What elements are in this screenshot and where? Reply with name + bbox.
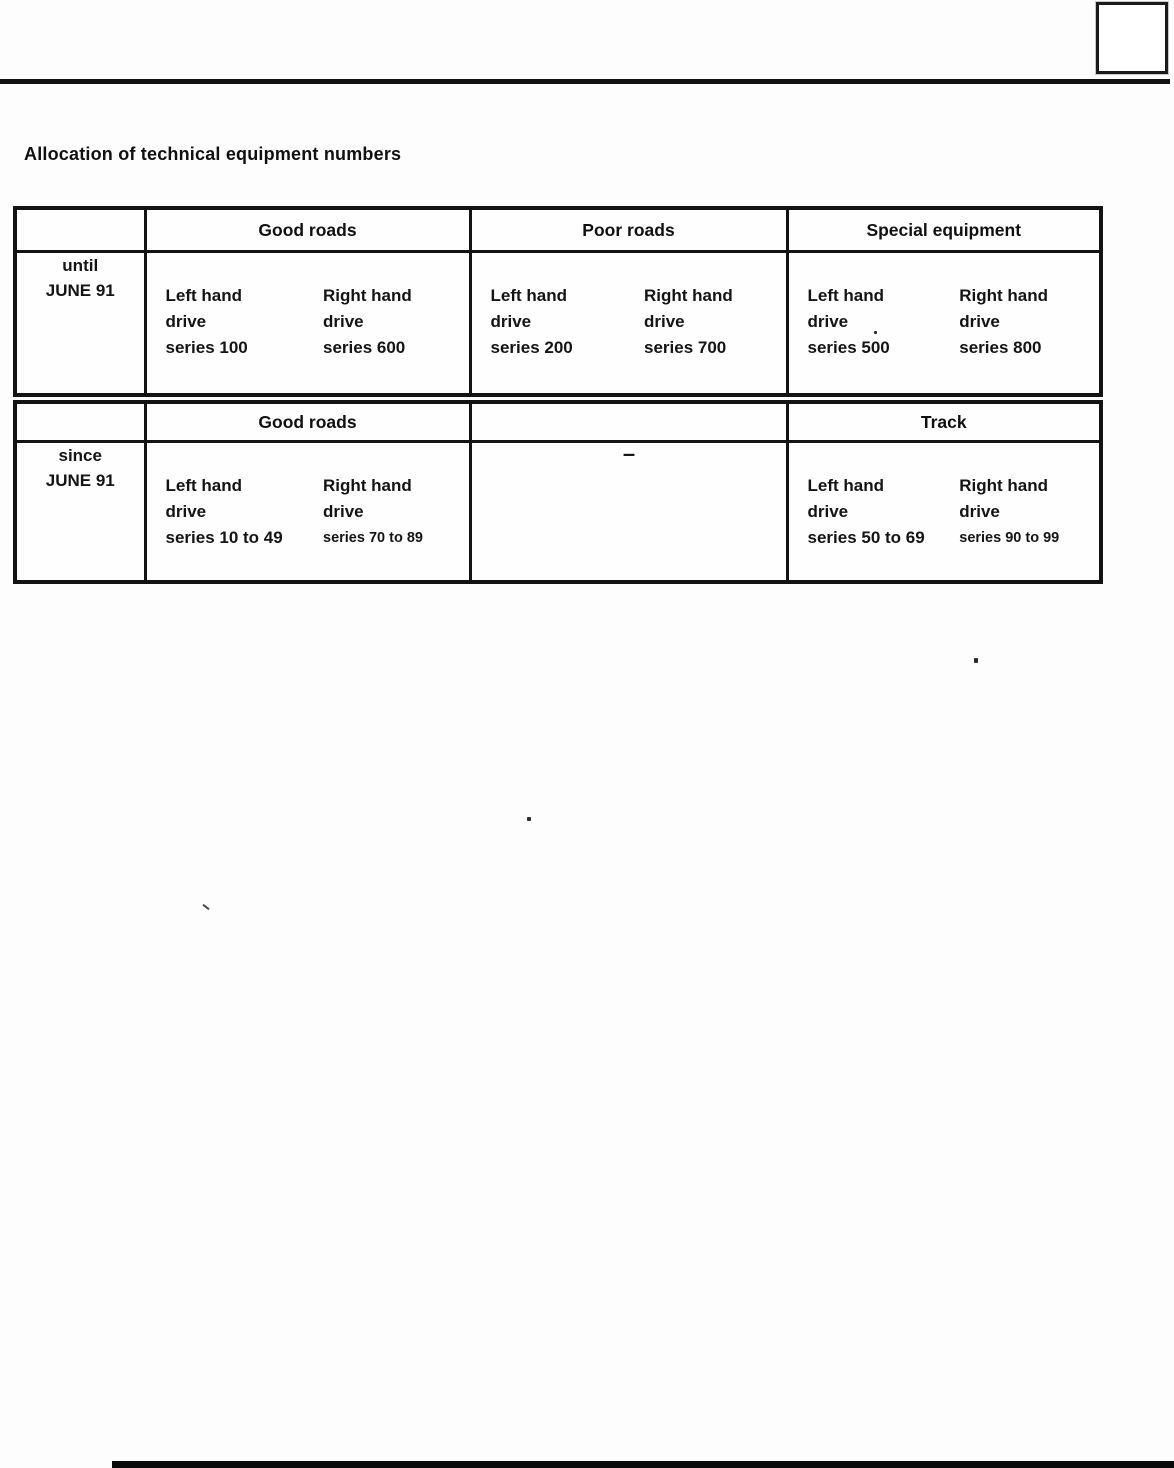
period-line: JUNE 91 [45,471,115,490]
header-track: Track [787,402,1101,442]
header-empty [470,402,787,442]
table-data-row [15,252,1101,396]
cell-since-empty-dash [470,442,787,583]
period-line: JUNE 91 [45,281,115,300]
left-hand-drive-block: Left hand drive series 50 to 69 [807,476,925,547]
cell-until-good-roads [145,252,470,396]
scan-artifact-dot [527,817,531,821]
page-title: Allocation of technical equipment numbers [24,144,402,164]
header-special-equipment: Special equipment [787,208,1101,252]
right-hand-drive-block: Right hand drive series 800 [959,286,1049,357]
bottom-page-rule [112,1461,1174,1468]
header-good-roads: Good roads [145,402,470,442]
cell-since-good-roads [145,442,470,583]
header-spacer-cell [15,402,145,442]
table-header-row [15,208,1101,252]
cell-since-track [787,442,1101,583]
right-hand-drive-block: Right hand drive series 700 [644,286,733,357]
header-poor-roads: Poor roads [470,208,787,252]
table-until-june-91 [13,206,1103,397]
table-since-june-91 [13,400,1103,584]
table-data-row [15,442,1101,583]
left-hand-drive-block: Left hand drive series 500 [807,286,890,357]
right-hand-drive-block: Right hand drive series 90 to 99 [959,476,1060,546]
left-hand-drive-block: Left hand drive series 100 [165,286,248,357]
period-cell-until [15,252,145,396]
scan-artifact-tick [202,904,210,911]
period-line: since [58,446,102,465]
right-hand-drive-block: Right hand drive series 600 [323,286,412,357]
period-cell-since [15,442,145,583]
header-good-roads: Good roads [145,208,470,252]
left-hand-drive-block: Left hand drive series 200 [490,286,573,357]
header-spacer-cell [15,208,145,252]
cell-until-special-equipment [787,252,1101,396]
scan-artifact-dot [874,331,877,334]
table-header-row [15,402,1101,442]
right-hand-drive-block: Right hand drive series 70 to 89 [323,476,423,546]
scan-artifact-dot [974,658,978,663]
dash-placeholder: – [622,441,635,466]
cell-until-poor-roads [470,252,787,396]
top-horizontal-rule [0,79,1170,84]
page-corner-box [1096,2,1168,74]
period-line: until [62,256,99,275]
left-hand-drive-block: Left hand drive series 10 to 49 [165,476,283,547]
